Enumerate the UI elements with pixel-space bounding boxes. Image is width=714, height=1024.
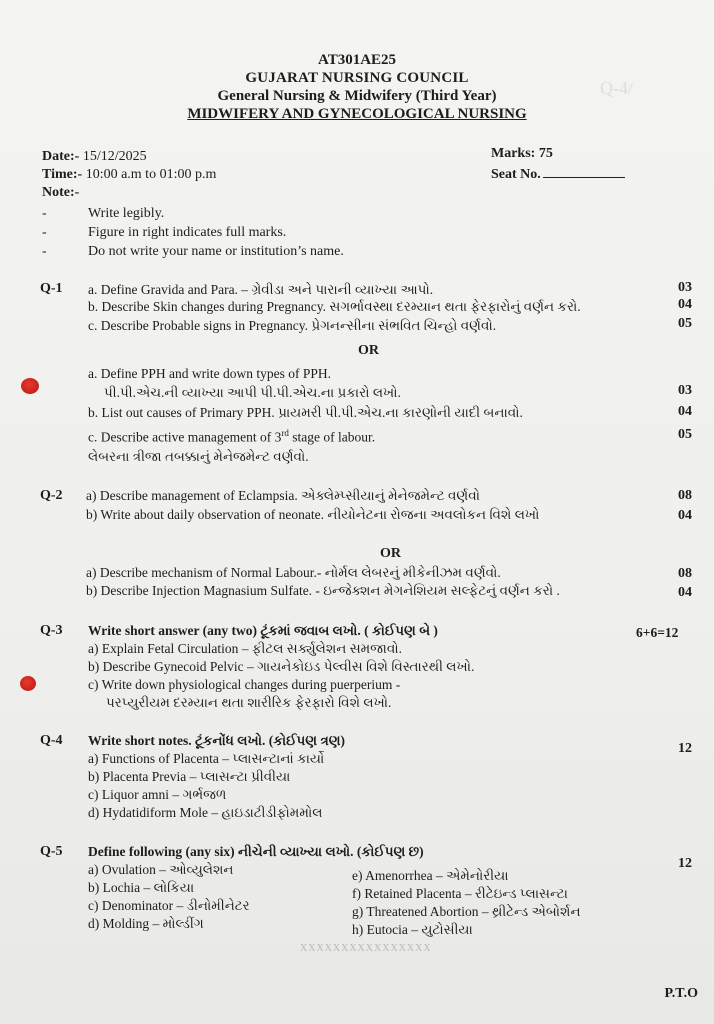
note-item: Figure in right indicates full marks. [88,225,287,240]
q5-item-left: d) Molding – મોલ્ડીંગ [88,916,204,931]
marks-value: 75 [538,146,553,161]
q4-item: b) Placenta Previa – પ્લાસન્ટા પ્રીવીયા [88,769,291,784]
q1-or-item-c-gujarati: લેબરના ત્રીજા તબક્કાનું મેનેજમેન્ટ વર્ણવો. [88,449,309,464]
q4-item: a) Functions of Placenta – પ્લાસન્ટાનાં કાર્યો [88,751,325,766]
time-label: Time:- [42,167,83,182]
q1-item-b: b. Describe Skin changes during Pregnancy. સગર્ભાવસ્થા દરમ્યાન થતા ફેરફારોનું વર્ણન કરો. [88,299,581,314]
question-number: Q-2 [40,488,63,503]
q3-item-c-gujarati: પરપ્યુરીયમ દરમ્યાન થતા શારીરિક ફેરફારો વિશે લખો. [106,695,392,710]
q2-item-b: b) Write about daily observation of neonate. નીયોનેટના રોજના અવલોકન વિશે લખો [86,507,540,522]
q1-a-marks: 03 [678,280,692,295]
end-of-paper-mark: XXXXXXXXXXXXXXXX [300,943,432,954]
seat-blank [543,165,625,178]
date-value: 15/12/2025 [82,149,147,164]
q1-or-item-c [88,428,375,446]
q1-c-marks: 05 [678,316,692,331]
q1-or-item-b: b. List out causes of Primary PPH. પ્રાયમરી પી.પી.એચ.ના કારણોની યાદી બનાવો. [88,405,523,420]
q1-item-c: c. Describe Probable signs in Pregnancy. પ્રેગનન્સીના સંભવિત ચિન્હો વર્ણવો. [88,318,497,333]
q3-item-b: b) Describe Gynecoid Pelvic – ગાયનેકોઇડ પેલ્વીસ વિશે વિસ્તારથી લખો. [88,659,475,674]
show-through: Q-4/ [600,78,633,98]
date-row [42,149,147,165]
q2-or-b-marks: 04 [678,585,692,600]
q2-or-item-b: b) Describe Injection Magnasium Sulfate. - ઇન્જેક્શન મેગનેશિયમ સલ્ફેટનું વર્ણન કરો . [86,583,560,598]
q5-item-left: c) Denominator – ડીનોમીનેટર [88,898,250,913]
q1-or-c-superscript: rd [281,428,289,438]
subject-title: MIDWIFERY AND GYNECOLOGICAL NURSING [187,106,527,122]
q3-item-c: c) Write down physiological changes during puerperium - [88,677,401,692]
q2-b-marks: 04 [678,508,692,523]
q1-or-c-marks: 05 [678,427,692,442]
question-number: Q-3 [40,623,63,638]
q1-or-a-marks: 03 [678,383,692,398]
q5-item-left: a) Ovulation – ઓવ્યુલેશન [88,862,234,877]
or-divider: OR [380,546,401,561]
paper-code: AT301AE25 [317,52,397,68]
course-name: General Nursing & Midwifery (Third Year) [217,88,497,104]
q2-or-item-a: a) Describe mechanism of Normal Labour.- નોર્મલ લેબરનું મીકેનીઝમ વર્ણવો. [86,565,501,580]
q1-item-a: a. Define Gravida and Para. – ગ્રેવીડા અને પારાની વ્યાખ્યા આપો. [88,282,434,297]
date-label: Date:- [42,149,80,164]
red-dot-marker [21,378,39,394]
or-divider: OR [358,343,379,358]
q1-or-item-a-gujarati: પી.પી.એચ.ની વ્યાખ્યા આપી પી.પી.એચ.ના પ્રકારો લખો. [104,385,401,400]
note-item: Write legibly. [88,206,165,221]
note-label: Note:- [42,185,80,200]
q5-item-right: e) Amenorrhea – એમેનોરીયા [352,868,509,883]
question-number: Q-4 [40,733,63,748]
q3-heading: Write short answer (any two) ટૂંકમાં જવાબ લખો. ( કોઈપણ બે ) [88,623,438,638]
q1-or-c-text: c. Describe active management of 3 [88,429,282,445]
q4-item: d) Hydatidiform Mole – હાઇડાટીડીફોમમોલ [88,805,323,820]
note-bullet: - [42,244,47,259]
marks-label: Marks: [491,146,536,161]
q4-heading: Write short notes. ટૂંકનોંધ લખો. (કોઈપણ ત્રણ) [88,733,346,748]
q5-item-right: f) Retained Placenta – રીટેઇન્ડ પ્લાસન્ટા [352,886,568,901]
pto-label: P.T.O [664,986,698,1001]
note-bullet: - [42,225,47,240]
q4-marks: 12 [678,741,692,756]
time-value: 10:00 a.m to 01:00 p.m [85,167,217,182]
q1-or-b-marks: 04 [678,404,692,419]
q5-item-right: h) Eutocia – યુટોસીયા [352,922,473,937]
q5-heading: Define following (any six) નીચેની વ્યાખ્યા લખો. (કોઈપણ છ) [88,844,424,859]
marks-row [491,146,553,162]
q3-marks: 6+6=12 [636,625,679,640]
q2-or-a-marks: 08 [678,566,692,581]
question-number: Q-1 [40,281,63,296]
q2-item-a: a) Describe management of Eclampsia. એક્લેમ્પ્સીયાનું મેનેજમેન્ટ વર્ણવો [86,488,480,503]
note-bullet: - [42,206,47,221]
q1-or-c-text-end: stage of labour. [288,429,376,445]
seat-label: Seat No. [491,167,541,182]
q2-a-marks: 08 [678,488,692,503]
q3-item-a: a) Explain Fetal Circulation – ફીટલ સર્ક્યુલેશન સમજાવો. [88,641,403,656]
q1-or-item-a: a. Define PPH and write down types of PPH. [88,366,331,381]
q5-marks: 12 [678,856,692,871]
council-name: GUJARAT NURSING COUNCIL [245,70,469,86]
q1-b-marks: 04 [678,297,692,312]
seat-row [491,165,625,183]
time-row [42,167,216,183]
question-number: Q-5 [40,844,63,859]
q4-item: c) Liquor amni – ગર્ભજળ [88,787,227,802]
red-dot-marker [20,676,36,691]
note-item: Do not write your name or institution’s name. [88,244,344,259]
q5-item-left: b) Lochia – લોકિયા [88,880,195,895]
q5-item-right: g) Threatened Abortion – થ્રીટેન્ડ એબોર્શન [352,904,581,919]
